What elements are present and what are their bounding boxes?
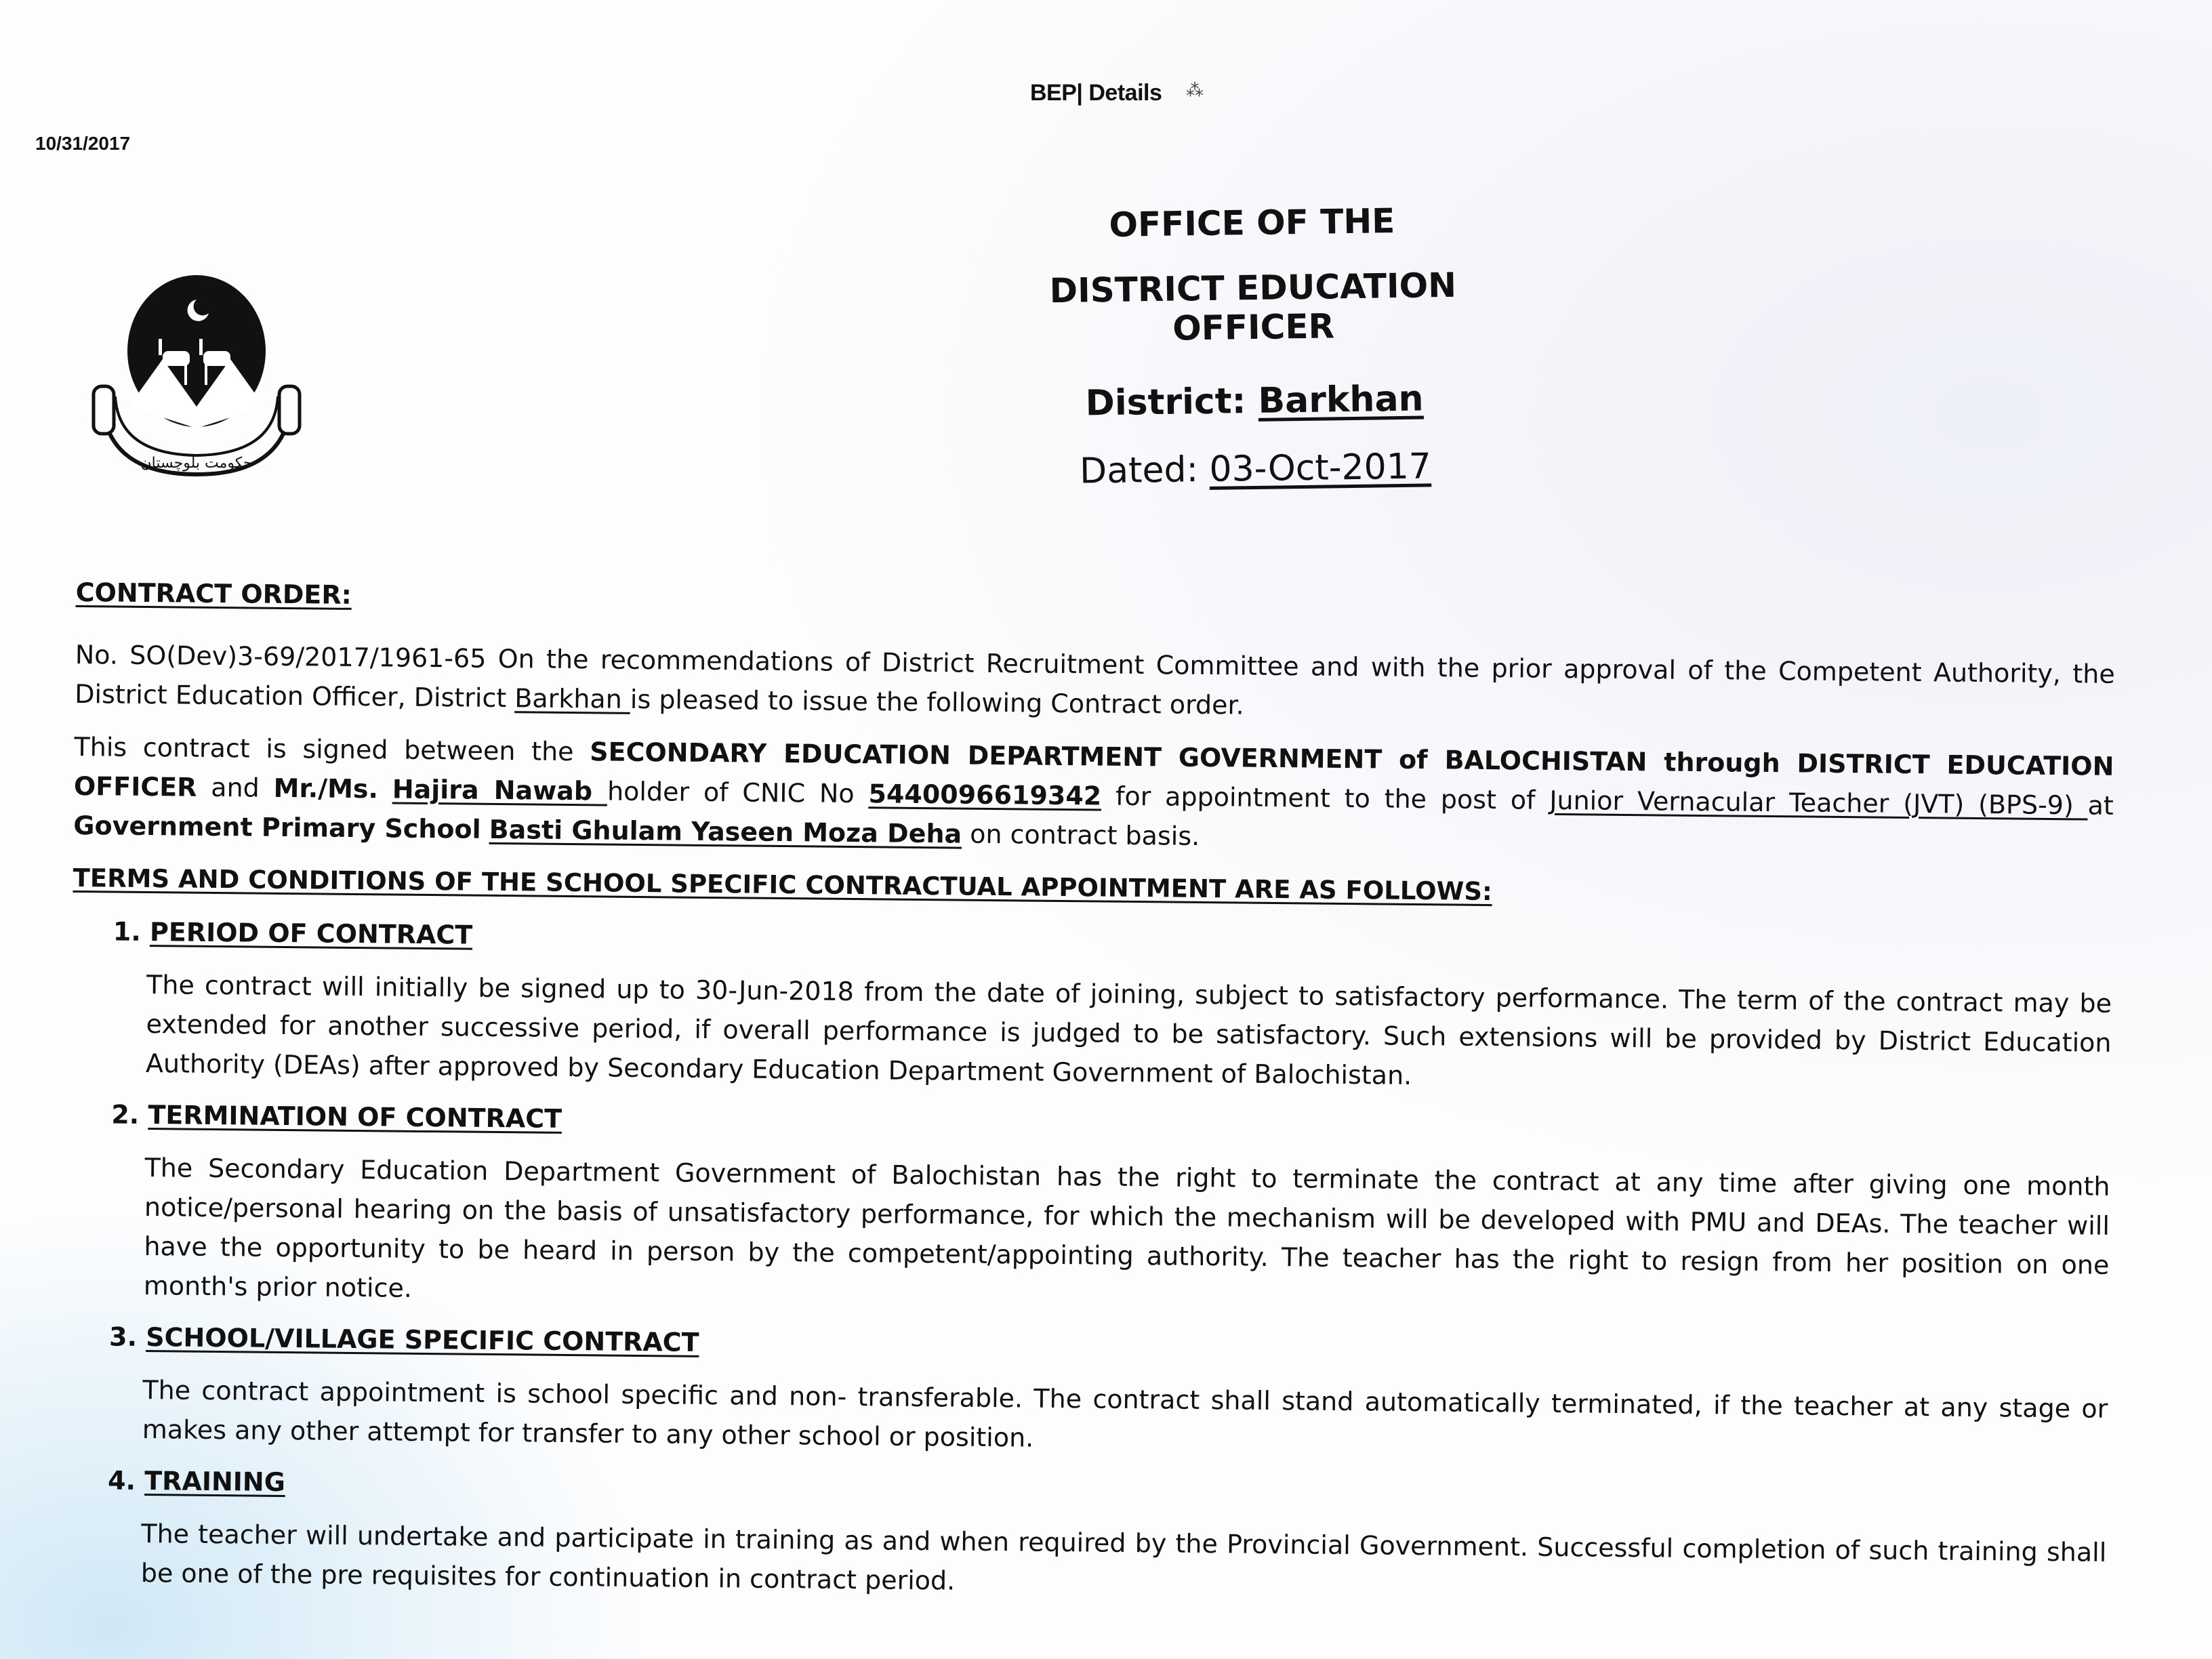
term-label: TRAINING xyxy=(144,1466,286,1498)
term-number: 4. xyxy=(107,1465,136,1496)
school-name: Basti Ghulam Yaseen Moza Deha xyxy=(489,814,962,849)
term-item-school-specific xyxy=(108,1317,2109,1468)
para2-text-b: and xyxy=(197,772,274,803)
teacher-name: Hajira Nawab xyxy=(392,774,608,806)
contracting-party: SECONDARY EDUCATION DEPARTMENT GOVERNMENT of BALOCHISTAN through DISTRICT EDUCATION OFFICER xyxy=(73,737,2114,802)
term-item-training xyxy=(107,1461,2108,1612)
contract-order-heading: CONTRACT ORDER: xyxy=(75,577,352,610)
office-title-line2: DISTRICT EDUCATION OFFICER xyxy=(1049,265,1457,348)
dated-label: Dated: xyxy=(1079,449,1199,492)
para2-text-d: for appointment to the post of xyxy=(1101,781,1550,815)
school-prefix: Government Primary School xyxy=(73,810,481,844)
salutation: Mr./Ms. xyxy=(273,773,379,804)
district-value: Barkhan xyxy=(1258,378,1424,422)
para1-district: Barkhan xyxy=(514,683,631,714)
term-number: 2. xyxy=(111,1099,140,1130)
contract-order-paragraph-2 xyxy=(73,727,2114,865)
svg-text:حکومت بلوچستان: حکومت بلوچستان xyxy=(140,455,253,472)
scan-mark-icon: ⁂ xyxy=(1186,80,1204,100)
term-title xyxy=(111,1095,2110,1153)
dated-value: 03-Oct-2017 xyxy=(1209,446,1432,490)
term-label: SCHOOL/VILLAGE SPECIFIC CONTRACT xyxy=(146,1322,699,1357)
term-body: The contract will initially be signed up to 30-Jun-2018 from the date of joining, subject to satisfactory performance. The term of the contract may be extended for another successive period, if overall performance is judged to be satisfactory. Such extensions will be provided by District Education Authority (DEAs) after approved by Secondary Education Department Government of Balochistan. xyxy=(145,970,2112,1090)
term-item-termination xyxy=(110,1095,2111,1324)
term-body: The Secondary Education Department Government of Balochistan has the right to terminate the contract at any time after giving one month notice/personal hearing on the basis of unsatisfactory performance, for which the mechanism will be developed with PMU and DEAs. The teacher will have the opportunity to be heard in person by the competent/appointing authority. The teacher has the right to resign from her position on one month's prior notice. xyxy=(143,1153,2110,1303)
term-number: 1. xyxy=(112,916,142,947)
term-title xyxy=(109,1317,2108,1376)
term-title xyxy=(113,912,2112,970)
district-label: District: xyxy=(1085,381,1246,424)
office-header-block xyxy=(974,199,1534,493)
para1-text-end: is pleased to issue the following Contract order. xyxy=(630,684,1244,720)
cnic-number: 5440096619342 xyxy=(868,779,1102,811)
para2-text-f: on contract basis. xyxy=(961,819,1200,851)
terms-heading: TERMS AND CONDITIONS OF THE SCHOOL SPECIFIC CONTRACTUAL APPOINTMENT ARE AS FOLLOWS: xyxy=(73,863,1493,907)
term-label: TERMINATION OF CONTRACT xyxy=(148,1100,562,1134)
document-body xyxy=(66,573,2115,1624)
term-body: The contract appointment is school specific and non- transferable. The contract shall stand automatically terminated, if the teacher at any stage or makes any other attempt for transfer to any other school or position. xyxy=(142,1375,2108,1453)
term-item-period xyxy=(112,912,2112,1102)
print-header-title: BEP| Details xyxy=(1030,80,1162,106)
term-label: PERIOD OF CONTRACT xyxy=(149,917,473,950)
post-title: Junior Vernacular Teacher (JVT) (BPS-9) xyxy=(1549,785,2088,821)
para2-text-a: This contract is signed between the xyxy=(74,731,590,767)
term-number: 3. xyxy=(108,1322,138,1352)
district-line xyxy=(977,377,1533,425)
term-title xyxy=(108,1461,2107,1519)
print-date: 10/31/2017 xyxy=(35,133,131,154)
office-title-line1: OFFICE OF THE xyxy=(1109,201,1395,245)
para2-text-e: at xyxy=(2087,790,2114,821)
para2-text-c: holder of CNIC No xyxy=(607,776,869,809)
contract-order-paragraph-1 xyxy=(75,635,2115,733)
government-emblem-icon xyxy=(88,271,305,481)
term-body: The teacher will undertake and participate in training as and when required by the Provincial Government. Successful completion of such training shall be one of the pre requisites for continuation in contract period. xyxy=(140,1518,2107,1596)
para1-text: No. SO(Dev)3-69/2017/1961-65 On the recommendations of District Recruitment Committee and with the prior approval of the Competent Authority, the District Education Officer, District xyxy=(75,639,2115,714)
dated-line xyxy=(977,445,1534,493)
